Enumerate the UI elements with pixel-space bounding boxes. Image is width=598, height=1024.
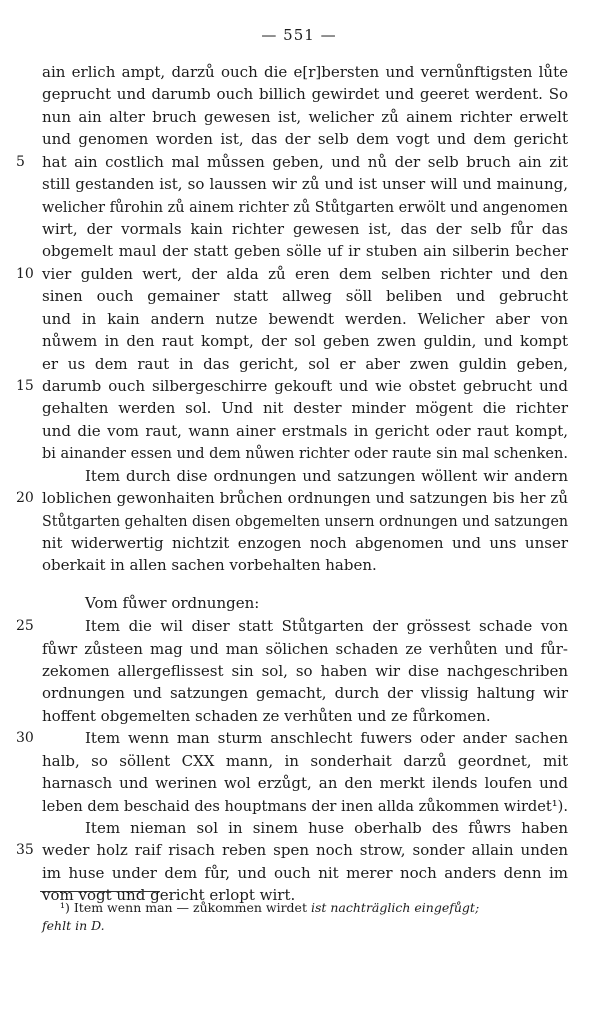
text-line: halb, so söllent CXX mann, in sonderhait darzů geordnet, mit xyxy=(42,752,568,770)
text-line: und die vom raut, wann ainer erstmals in gericht oder raut kompt, xyxy=(42,422,568,440)
line-number: 30 xyxy=(16,730,34,746)
text-line: fůwr zůsteen mag und man sölichen schaden ze verhůten und fůr- xyxy=(42,640,568,658)
footnote-line-2 xyxy=(42,917,550,935)
text-line: Item die wil diser statt Stůtgarten der grössest schade von xyxy=(85,617,568,635)
text-line: darumb ouch silbergeschirre gekouft und wie obstet gebrucht und xyxy=(42,377,568,395)
line-number: 10 xyxy=(16,266,34,282)
footnote-italic-1: ist nachträglich eingefůgt; xyxy=(310,900,480,915)
text-line: nit widerwertig nichtzit enzogen noch abgenomen und uns unser xyxy=(42,534,568,552)
text-line: und genomen worden ist, das der selb dem vogt und dem gericht xyxy=(42,130,568,148)
text-line: gehalten werden sol. Und nit dester minder mögent die richter xyxy=(42,399,568,417)
text-line: Stůtgarten gehalten disen obgemelten unsern ordnungen und satzungen xyxy=(42,512,569,530)
footnote-text: Item wenn man — zůkommen wirdet xyxy=(69,900,311,915)
text-line: und in kain andern nutze bewendt werden. Welicher aber von xyxy=(42,310,568,328)
line-number: 25 xyxy=(16,618,34,634)
line-number: 15 xyxy=(16,378,34,394)
footnote-line-1 xyxy=(60,899,568,917)
text-line: leben dem beschaid des houptmans der inen allda zůkommen wirdet¹). xyxy=(42,797,569,815)
text-line: nun ain alter bruch gewesen ist, welicher zů ainem richter erwelt xyxy=(42,108,568,126)
text-line: ordnungen und satzungen gemacht, durch der vlissig haltung wir xyxy=(42,684,568,702)
text-line: still gestanden ist, so laussen wir zů und ist unser will und mainung, xyxy=(42,175,568,193)
text-line: nůwem in den raut kompt, der sol geben zwen guldin, und kompt xyxy=(42,332,568,350)
text-line: hoffent obgemelten schaden ze verhůten und ze fůrkomen. xyxy=(42,707,491,725)
text-line: loblichen gewonhaiten brůchen ordnungen und satzungen bis her zů xyxy=(42,489,568,507)
text-line: welicher fůrohin zů ainem richter zů Stůtgarten erwölt und angenomen xyxy=(42,198,568,216)
text-line: geprucht und darumb ouch billich gewirdet und geeret werdent. So xyxy=(42,85,568,103)
text-line: obgemelt maul der statt geben sölle uf ir stuben ain silberin becher xyxy=(42,242,568,260)
text-line: er us dem raut in das gericht, sol er aber zwen guldin geben, xyxy=(42,355,568,373)
text-line: oberkait in allen sachen vorbehalten haben. xyxy=(42,556,377,574)
text-line: Item durch dise ordnungen und satzungen wöllent wir andern xyxy=(85,467,568,485)
line-number: 20 xyxy=(16,490,34,506)
text-line: hat ain costlich mal můssen geben, und nů der selb bruch ain zit xyxy=(42,153,568,171)
text-line: Item nieman sol in sinem huse oberhalb des fůwrs haben xyxy=(85,819,568,837)
page-header: — 551 — xyxy=(261,26,337,44)
text-line: im huse under dem fůr, und ouch nit merer noch anders denn im xyxy=(42,864,568,882)
text-line: vier gulden wert, der alda zů eren dem selben richter und den xyxy=(42,265,568,283)
footnote-italic-2: fehlt in D. xyxy=(42,918,105,933)
footnote-marker: ¹) xyxy=(60,900,70,915)
footnote-rule xyxy=(40,891,160,892)
text-line: vom vogt und gericht erlopt wirt. xyxy=(42,886,296,904)
line-number: 5 xyxy=(16,154,25,170)
text-line: sinen ouch gemainer statt allweg söll beliben und gebrucht xyxy=(42,287,568,305)
text-line: Vom fůwer ordnungen: xyxy=(85,594,260,612)
text-line: bi ainander essen und dem nůwen richter oder raute sin mal schenken. xyxy=(42,444,568,462)
text-line: wirt, der vormals kain richter gewesen ist, das der selb fůr das xyxy=(42,220,568,238)
text-line: weder holz raif risach reben spen noch strow, sonder allain unden xyxy=(42,841,568,859)
text-line: harnasch und werinen wol erzůgt, an den merkt ilends loufen und xyxy=(42,774,568,792)
text-line: zekomen allergeflissest sin sol, so haben wir dise nachgeschriben xyxy=(42,662,568,680)
text-line: Item wenn man sturm anschlecht fuwers oder ander sachen xyxy=(85,729,568,747)
text-line: ain erlich ampt, darzů ouch die e[r]bersten und vernůnftigsten lůte xyxy=(42,63,568,81)
line-number: 35 xyxy=(16,842,34,858)
